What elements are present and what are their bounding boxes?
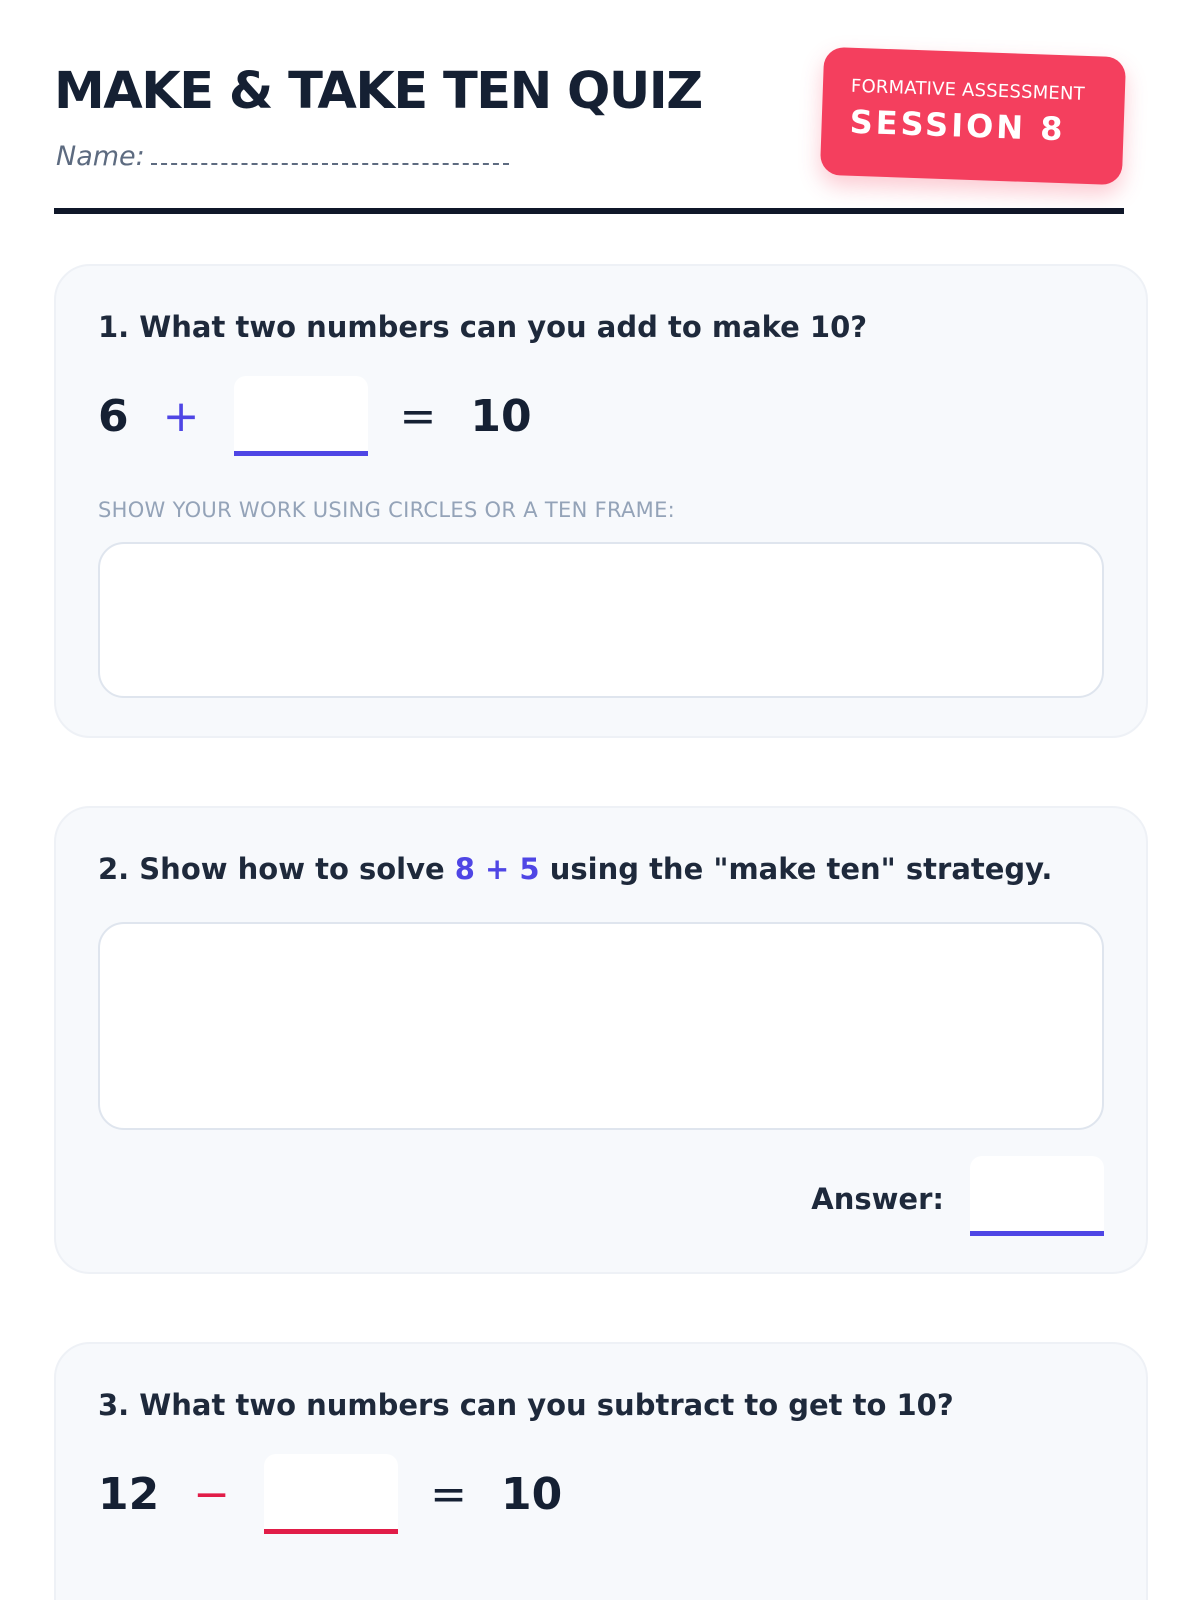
question-highlight: 8 + 5 (454, 852, 540, 886)
work-area[interactable] (98, 542, 1104, 698)
badge-session: SESSION 8 (849, 102, 1067, 149)
badge-subtitle: FORMATIVE ASSESSMENT (850, 75, 1086, 105)
equation-left: 12 (98, 1468, 160, 1520)
question-text-before: 2. Show how to solve (98, 852, 455, 886)
answer-input[interactable] (970, 1156, 1104, 1236)
equals-sign: = (399, 390, 437, 442)
question-text: 3. What two numbers can you subtract to get to 10? (98, 1388, 954, 1422)
equation (98, 376, 532, 456)
answer-label: Answer: (811, 1182, 944, 1216)
answer-row (811, 1156, 1104, 1236)
question-text-after: using the "make ten" strategy. (539, 852, 1053, 886)
answer-input[interactable] (234, 376, 368, 456)
question-card-2 (54, 806, 1148, 1274)
name-line (56, 139, 509, 172)
equals-sign: = (430, 1468, 467, 1520)
work-label: SHOW YOUR WORK USING CIRCLES OR A TEN FRAME: (98, 498, 676, 522)
answer-input[interactable] (264, 1454, 398, 1534)
work-area[interactable] (98, 922, 1104, 1130)
question-card-1 (54, 264, 1148, 738)
minus-operator: − (193, 1468, 231, 1520)
equation-right: 10 (500, 1468, 563, 1520)
question-card-3 (54, 1342, 1148, 1600)
session-badge (820, 47, 1126, 185)
equation-right: 10 (470, 390, 532, 442)
equation-left: 6 (98, 390, 129, 442)
page-title: MAKE & TAKE TEN QUIZ (54, 62, 702, 121)
name-blank[interactable] (151, 139, 509, 165)
question-text: 1. What two numbers can you add to make 10? (98, 310, 868, 344)
question-text (98, 852, 1052, 886)
equation (98, 1454, 562, 1534)
name-label: Name: (56, 141, 145, 172)
plus-operator: + (162, 390, 200, 442)
quiz-header (54, 0, 1124, 214)
